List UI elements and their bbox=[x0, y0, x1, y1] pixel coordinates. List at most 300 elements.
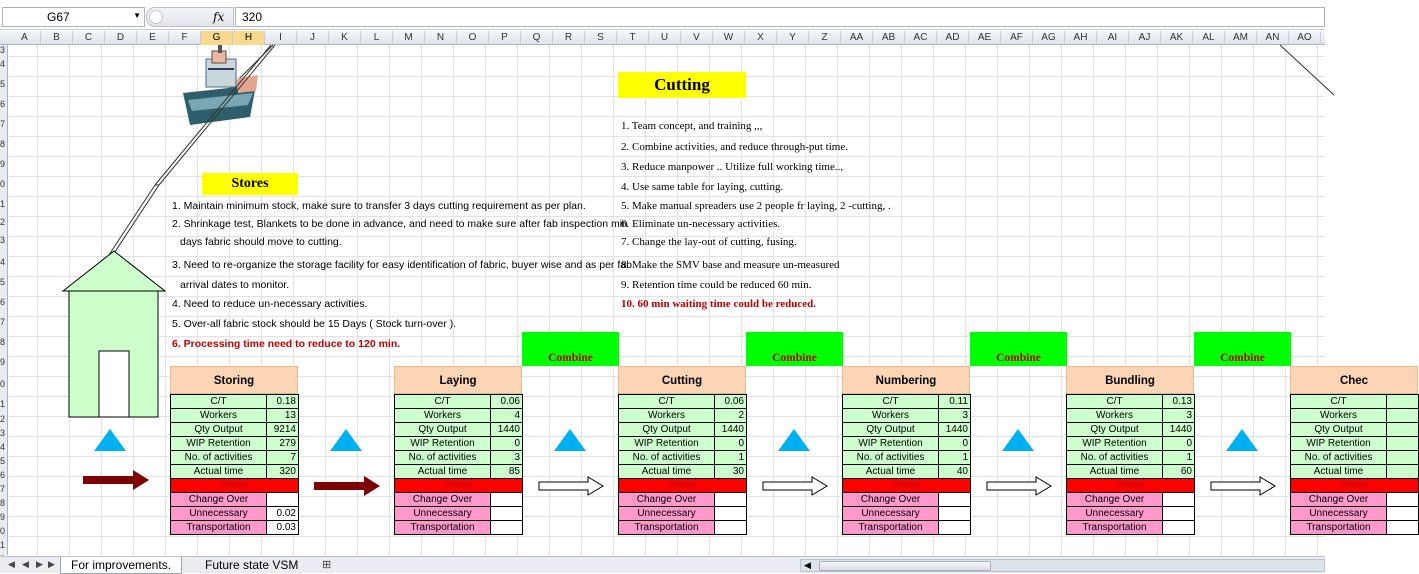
metric-label[interactable]: WIP Retention bbox=[1067, 437, 1163, 451]
waste-row bbox=[1067, 507, 1195, 521]
metric-label[interactable]: Workers bbox=[1067, 409, 1163, 423]
metric-value[interactable]: 0 bbox=[939, 437, 971, 451]
metric-row bbox=[1291, 451, 1419, 465]
inventory-triangle-icon bbox=[330, 429, 362, 451]
metric-value[interactable]: 320 bbox=[267, 465, 299, 479]
metric-row bbox=[843, 395, 971, 409]
metric-label[interactable]: WIP Retention bbox=[395, 437, 491, 451]
row-header[interactable]: 7 bbox=[0, 119, 6, 129]
metric-value[interactable]: 1 bbox=[1163, 451, 1195, 465]
first-sheet-icon[interactable]: ◀ bbox=[8, 559, 15, 569]
row-header[interactable]: 1 bbox=[0, 199, 6, 209]
cutting-note-3: 3. Reduce manpower .. Utilize full working time.., bbox=[621, 161, 844, 173]
metric-value[interactable]: 0.13 bbox=[1163, 395, 1195, 409]
metric-row bbox=[171, 437, 299, 451]
row-header[interactable]: 9 bbox=[0, 512, 6, 522]
waste-item-value[interactable] bbox=[267, 493, 299, 507]
cutting-note-8: 8. Make the SMV base and measure un-measured bbox=[621, 259, 840, 271]
combine-label-1: Combine bbox=[548, 352, 593, 364]
row-header[interactable]: 9 bbox=[0, 357, 6, 367]
row-header[interactable]: 2 bbox=[0, 217, 6, 227]
scroll-thumb[interactable] bbox=[819, 561, 991, 571]
column-header-AI[interactable]: AI bbox=[1097, 31, 1129, 45]
combine-label-3: Combine bbox=[996, 352, 1041, 364]
worksheet-grid[interactable] bbox=[9, 45, 1373, 555]
column-header-AF[interactable]: AF bbox=[1001, 31, 1033, 45]
metric-value[interactable]: 1440 bbox=[1163, 423, 1195, 437]
metric-value[interactable] bbox=[1387, 465, 1419, 479]
insert-sheet-icon[interactable]: ⊞ bbox=[322, 559, 332, 571]
process-box bbox=[394, 366, 522, 535]
column-header-U[interactable]: U bbox=[649, 31, 681, 45]
column-header-G[interactable]: G bbox=[201, 31, 233, 45]
waste-row bbox=[171, 493, 299, 507]
column-header-AE[interactable]: AE bbox=[969, 31, 1001, 45]
cutting-note-7: 7. Change the lay-out of cutting, fusing. bbox=[621, 236, 797, 248]
column-header-AC[interactable]: AC bbox=[905, 31, 937, 45]
metric-row bbox=[843, 423, 971, 437]
waste-row bbox=[395, 493, 523, 507]
column-headers bbox=[0, 31, 1325, 45]
waste-item-label[interactable]: Change Over bbox=[1067, 493, 1163, 507]
formula-controls bbox=[146, 7, 234, 27]
column-header-S[interactable]: S bbox=[585, 31, 617, 45]
connector-line-right bbox=[1274, 45, 1334, 105]
metric-row bbox=[843, 465, 971, 479]
row-header[interactable]: 4 bbox=[0, 59, 6, 69]
metric-value[interactable]: 279 bbox=[267, 437, 299, 451]
row-header[interactable]: 0 bbox=[0, 379, 6, 389]
last-sheet-icon[interactable]: ▶ bbox=[48, 559, 55, 569]
column-header-M[interactable]: M bbox=[393, 31, 425, 45]
cutting-title: Cutting bbox=[618, 72, 746, 98]
waste-label[interactable]: Waste bbox=[171, 479, 299, 493]
metric-row bbox=[171, 465, 299, 479]
metric-value[interactable] bbox=[1387, 395, 1419, 409]
metric-value[interactable]: 0.11 bbox=[939, 395, 971, 409]
column-header-C[interactable]: C bbox=[73, 31, 105, 45]
waste-header-row bbox=[1067, 479, 1195, 493]
waste-item-value[interactable] bbox=[1163, 493, 1195, 507]
waste-label[interactable]: Waste bbox=[619, 479, 747, 493]
row-header[interactable]: 9 bbox=[0, 159, 6, 169]
stores-note-2b: days fabric should move to cutting. bbox=[180, 236, 342, 248]
waste-item-value[interactable] bbox=[1387, 493, 1419, 507]
metric-label[interactable]: Actual time bbox=[843, 465, 939, 479]
metric-value[interactable] bbox=[1387, 423, 1419, 437]
metric-label[interactable]: Actual time bbox=[1291, 465, 1387, 479]
row-header[interactable]: 5 bbox=[0, 277, 6, 287]
process-box bbox=[842, 366, 970, 535]
waste-item-value[interactable]: 0.02 bbox=[267, 507, 299, 521]
metric-value[interactable]: 40 bbox=[939, 465, 971, 479]
stores-note-5: 5. Over-all fabric stock should be 15 Days ( Stock turn-over ). bbox=[172, 318, 457, 330]
metric-row bbox=[1067, 423, 1195, 437]
formula-bar bbox=[0, 0, 1325, 30]
row-header[interactable]: 2 bbox=[0, 414, 6, 424]
scroll-left-icon[interactable]: ◀ bbox=[804, 560, 811, 570]
row-header[interactable]: 1 bbox=[0, 540, 6, 550]
tab-for-improvements[interactable]: For improvements. bbox=[60, 557, 182, 574]
metric-label[interactable]: No. of activities bbox=[171, 451, 267, 465]
name-box[interactable] bbox=[2, 7, 145, 27]
cutting-note-4: 4. Use same table for laying, cutting. bbox=[621, 181, 784, 193]
metric-label[interactable]: C/T bbox=[619, 395, 715, 409]
waste-header-row bbox=[1291, 479, 1419, 493]
row-header[interactable]: 0 bbox=[0, 179, 6, 189]
transfer-arrow-icon bbox=[762, 476, 830, 496]
metric-label[interactable]: WIP Retention bbox=[843, 437, 939, 451]
waste-item-value[interactable] bbox=[491, 521, 523, 535]
process-metrics-table bbox=[1290, 394, 1419, 535]
metric-value[interactable] bbox=[1387, 437, 1419, 451]
metric-value[interactable]: 3 bbox=[491, 451, 523, 465]
waste-row bbox=[395, 507, 523, 521]
process-name: Numbering bbox=[842, 366, 970, 394]
inventory-triangle-icon bbox=[554, 429, 586, 451]
cutting-note-2: 2. Combine activities, and reduce through-put time. bbox=[621, 141, 848, 153]
column-header-V[interactable]: V bbox=[681, 31, 713, 45]
column-header-D[interactable]: D bbox=[105, 31, 137, 45]
column-header-AO[interactable]: AO bbox=[1289, 31, 1321, 45]
waste-item-value[interactable] bbox=[715, 507, 747, 521]
metric-label[interactable]: Workers bbox=[171, 409, 267, 423]
waste-item-label[interactable]: Unnecessary bbox=[843, 507, 939, 521]
metric-label[interactable]: Qty Output bbox=[1067, 423, 1163, 437]
process-name: Chec bbox=[1290, 366, 1418, 394]
metric-row bbox=[1291, 395, 1419, 409]
waste-label[interactable]: Waste bbox=[395, 479, 523, 493]
waste-item-label[interactable]: Unnecessary bbox=[1291, 507, 1387, 521]
row-header[interactable]: 8 bbox=[0, 337, 6, 347]
process-name: Cutting bbox=[618, 366, 746, 394]
metric-row bbox=[395, 395, 523, 409]
metric-label[interactable]: No. of activities bbox=[395, 451, 491, 465]
horizontal-scrollbar[interactable] bbox=[800, 559, 1325, 572]
waste-label[interactable]: Waste bbox=[1291, 479, 1419, 493]
stores-title: Stores bbox=[202, 173, 298, 195]
metric-value[interactable]: 0 bbox=[1163, 437, 1195, 451]
metric-value[interactable]: 1440 bbox=[715, 423, 747, 437]
waste-row bbox=[619, 521, 747, 535]
prev-sheet-icon[interactable]: ◀ bbox=[22, 559, 29, 569]
metric-label[interactable]: Workers bbox=[619, 409, 715, 423]
waste-item-label[interactable]: Change Over bbox=[1291, 493, 1387, 507]
metric-label[interactable]: Actual time bbox=[395, 465, 491, 479]
waste-row bbox=[395, 521, 523, 535]
waste-item-value[interactable] bbox=[939, 521, 971, 535]
waste-item-value[interactable] bbox=[1163, 521, 1195, 535]
metric-row bbox=[619, 465, 747, 479]
metric-value[interactable]: 30 bbox=[715, 465, 747, 479]
waste-item-value[interactable] bbox=[939, 507, 971, 521]
column-header-F[interactable]: F bbox=[169, 31, 201, 45]
waste-item-value[interactable] bbox=[939, 493, 971, 507]
column-header-E[interactable]: E bbox=[137, 31, 169, 45]
transfer-arrow-icon bbox=[538, 476, 606, 496]
column-header-T[interactable]: T bbox=[617, 31, 649, 45]
waste-item-label[interactable]: Transportation bbox=[1291, 521, 1387, 535]
waste-item-label[interactable]: Transportation bbox=[395, 521, 491, 535]
metric-label[interactable]: WIP Retention bbox=[171, 437, 267, 451]
process-metrics-table bbox=[170, 394, 299, 535]
expand-handle-icon[interactable] bbox=[149, 10, 163, 24]
metric-label[interactable]: C/T bbox=[395, 395, 491, 409]
row-header[interactable]: 6 bbox=[0, 297, 6, 307]
inventory-triangle-icon bbox=[778, 429, 810, 451]
column-header-O[interactable]: O bbox=[457, 31, 489, 45]
transfer-arrow-icon bbox=[986, 476, 1054, 496]
column-header-R[interactable]: R bbox=[553, 31, 585, 45]
waste-item-label[interactable]: Transportation bbox=[619, 521, 715, 535]
inventory-triangle-icon bbox=[94, 429, 126, 451]
metric-row bbox=[395, 451, 523, 465]
metric-label[interactable]: No. of activities bbox=[843, 451, 939, 465]
metric-value[interactable]: 1 bbox=[715, 451, 747, 465]
metric-label[interactable]: Actual time bbox=[171, 465, 267, 479]
metric-value[interactable]: 4 bbox=[491, 409, 523, 423]
process-box bbox=[170, 366, 298, 535]
column-header-AN[interactable]: AN bbox=[1257, 31, 1289, 45]
insert-function-icon[interactable]: fx bbox=[213, 10, 225, 24]
metric-label[interactable]: Workers bbox=[1291, 409, 1387, 423]
push-arrow-icon bbox=[314, 476, 382, 496]
waste-item-label[interactable]: Change Over bbox=[843, 493, 939, 507]
metric-row bbox=[1067, 437, 1195, 451]
waste-item-label[interactable]: Transportation bbox=[843, 521, 939, 535]
metric-row bbox=[171, 423, 299, 437]
waste-item-label[interactable]: Unnecessary bbox=[619, 507, 715, 521]
waste-row bbox=[171, 521, 299, 535]
metric-value[interactable]: 85 bbox=[491, 465, 523, 479]
metric-row bbox=[171, 395, 299, 409]
metric-label[interactable]: C/T bbox=[171, 395, 267, 409]
metric-value[interactable]: 1 bbox=[939, 451, 971, 465]
metric-value[interactable]: 2 bbox=[715, 409, 747, 423]
metric-row bbox=[1067, 395, 1195, 409]
stores-highlight: 6. Processing time need to reduce to 120 min. bbox=[172, 338, 401, 350]
column-header-AH[interactable]: AH bbox=[1065, 31, 1097, 45]
stores-note-3: 3. Need to re-organize the storage facility for easy identification of fabric, buyer wise and as per fab bbox=[172, 259, 632, 271]
warehouse-icon bbox=[61, 249, 169, 419]
metric-value[interactable]: 1440 bbox=[491, 423, 523, 437]
process-name: Bundling bbox=[1066, 366, 1194, 394]
column-header-I[interactable]: I bbox=[265, 31, 297, 45]
process-metrics-table bbox=[1066, 394, 1195, 535]
waste-row bbox=[1067, 521, 1195, 535]
metric-label[interactable]: Qty Output bbox=[619, 423, 715, 437]
metric-value[interactable]: 0.06 bbox=[715, 395, 747, 409]
tab-future-state-vsm[interactable]: Future state VSM bbox=[205, 558, 299, 572]
metric-row bbox=[1067, 465, 1195, 479]
row-header[interactable]: 5 bbox=[0, 456, 6, 466]
waste-item-value[interactable] bbox=[491, 493, 523, 507]
waste-item-value[interactable] bbox=[1163, 507, 1195, 521]
column-header-AJ[interactable]: AJ bbox=[1129, 31, 1161, 45]
waste-header-row bbox=[171, 479, 299, 493]
metric-label[interactable]: No. of activities bbox=[1291, 451, 1387, 465]
column-header-AL[interactable]: AL bbox=[1193, 31, 1225, 45]
metric-label[interactable]: No. of activities bbox=[1067, 451, 1163, 465]
metric-row bbox=[395, 437, 523, 451]
column-header-J[interactable]: J bbox=[297, 31, 329, 45]
column-header-AM[interactable]: AM bbox=[1225, 31, 1257, 45]
waste-item-label[interactable]: Unnecessary bbox=[171, 507, 267, 521]
column-header-X[interactable]: X bbox=[745, 31, 777, 45]
column-header-Q[interactable]: Q bbox=[521, 31, 553, 45]
column-header-AA[interactable]: AA bbox=[841, 31, 873, 45]
metric-label[interactable]: Workers bbox=[843, 409, 939, 423]
row-header[interactable]: 3 bbox=[0, 45, 6, 55]
waste-row bbox=[1291, 521, 1419, 535]
process-box bbox=[1290, 366, 1418, 535]
stores-note-3b: arrival dates to monitor. bbox=[180, 279, 290, 291]
metric-row bbox=[619, 409, 747, 423]
waste-item-value[interactable] bbox=[715, 521, 747, 535]
metric-value[interactable]: 9214 bbox=[267, 423, 299, 437]
column-header-AD[interactable]: AD bbox=[937, 31, 969, 45]
waste-item-value[interactable] bbox=[491, 507, 523, 521]
formula-input[interactable]: 320 bbox=[235, 7, 1325, 27]
waste-item-label[interactable]: Change Over bbox=[171, 493, 267, 507]
metric-value[interactable]: 13 bbox=[267, 409, 299, 423]
metric-value[interactable] bbox=[1387, 409, 1419, 423]
metric-label[interactable]: Workers bbox=[395, 409, 491, 423]
metric-label[interactable]: Qty Output bbox=[843, 423, 939, 437]
metric-row bbox=[1291, 423, 1419, 437]
waste-item-value[interactable]: 0.03 bbox=[267, 521, 299, 535]
column-header-N[interactable]: N bbox=[425, 31, 457, 45]
metric-value[interactable]: 3 bbox=[939, 409, 971, 423]
metric-row bbox=[619, 451, 747, 465]
column-header-A[interactable]: A bbox=[9, 31, 41, 45]
chevron-down-icon[interactable]: ▼ bbox=[133, 11, 141, 20]
stores-note-1: 1. Maintain minimum stock, make sure to transfer 3 days cutting requirement as per plan. bbox=[172, 200, 586, 212]
inventory-triangle-icon bbox=[1002, 429, 1034, 451]
metric-value[interactable]: 60 bbox=[1163, 465, 1195, 479]
push-arrow-icon bbox=[83, 470, 151, 490]
waste-item-label[interactable]: Change Over bbox=[395, 493, 491, 507]
metric-row bbox=[395, 409, 523, 423]
metric-row bbox=[619, 423, 747, 437]
cell-reference: G67 bbox=[47, 10, 70, 24]
column-header-P[interactable]: P bbox=[489, 31, 521, 45]
column-header-AK[interactable]: AK bbox=[1161, 31, 1193, 45]
row-header[interactable]: 4 bbox=[0, 442, 6, 452]
row-header[interactable]: 0 bbox=[0, 526, 6, 536]
column-header-Z[interactable]: Z bbox=[809, 31, 841, 45]
waste-header-row bbox=[395, 479, 523, 493]
metric-value[interactable]: 1440 bbox=[939, 423, 971, 437]
metric-value[interactable]: 0.18 bbox=[267, 395, 299, 409]
metric-value[interactable]: 0 bbox=[491, 437, 523, 451]
metric-row bbox=[395, 465, 523, 479]
metric-row bbox=[843, 437, 971, 451]
metric-label[interactable]: Qty Output bbox=[395, 423, 491, 437]
metric-label[interactable]: Qty Output bbox=[171, 423, 267, 437]
process-name: Storing bbox=[170, 366, 298, 394]
waste-row bbox=[843, 507, 971, 521]
metric-value[interactable]: 7 bbox=[267, 451, 299, 465]
metric-value[interactable]: 0 bbox=[715, 437, 747, 451]
waste-row bbox=[171, 507, 299, 521]
waste-label[interactable]: Waste bbox=[1067, 479, 1195, 493]
column-header-L[interactable]: L bbox=[361, 31, 393, 45]
waste-item-label[interactable]: Unnecessary bbox=[395, 507, 491, 521]
process-name: Laying bbox=[394, 366, 522, 394]
metric-label[interactable]: Actual time bbox=[619, 465, 715, 479]
waste-row bbox=[619, 507, 747, 521]
combine-label-4: Combine bbox=[1220, 352, 1265, 364]
column-header-B[interactable]: B bbox=[41, 31, 73, 45]
metric-label[interactable]: WIP Retention bbox=[619, 437, 715, 451]
metric-row bbox=[619, 437, 747, 451]
next-sheet-icon[interactable]: ▶ bbox=[36, 559, 43, 569]
waste-label[interactable]: Waste bbox=[843, 479, 971, 493]
row-header[interactable]: 7 bbox=[0, 317, 6, 327]
combine-label-2: Combine bbox=[772, 352, 817, 364]
metric-value[interactable]: 0.06 bbox=[491, 395, 523, 409]
waste-item-value[interactable] bbox=[1387, 521, 1419, 535]
row-header[interactable]: 6 bbox=[0, 99, 6, 109]
metric-label[interactable]: C/T bbox=[1291, 395, 1387, 409]
metric-label[interactable]: No. of activities bbox=[619, 451, 715, 465]
column-header-K[interactable]: K bbox=[329, 31, 361, 45]
column-header-H[interactable]: H bbox=[233, 31, 265, 45]
column-header-W[interactable]: W bbox=[713, 31, 745, 45]
row-header[interactable]: 3 bbox=[0, 235, 6, 245]
row-header[interactable]: 8 bbox=[0, 139, 6, 149]
metric-row bbox=[1067, 409, 1195, 423]
metric-row bbox=[843, 409, 971, 423]
metric-label[interactable]: WIP Retention bbox=[1291, 437, 1387, 451]
waste-row bbox=[843, 521, 971, 535]
row-header[interactable]: 5 bbox=[0, 79, 6, 89]
process-box bbox=[618, 366, 746, 535]
metric-label[interactable]: C/T bbox=[843, 395, 939, 409]
stores-note-2: 2. Shrinkage test, Blankets to be done in advance, and need to make sure after fab inspection min bbox=[172, 218, 628, 230]
waste-item-label[interactable]: Transportation bbox=[171, 521, 267, 535]
row-header[interactable]: 7 bbox=[0, 484, 6, 494]
metric-row bbox=[395, 423, 523, 437]
waste-item-label[interactable]: Unnecessary bbox=[1067, 507, 1163, 521]
cutting-note-6: 6. Eliminate un-necessary activities. bbox=[621, 218, 781, 230]
waste-item-value[interactable] bbox=[715, 493, 747, 507]
metric-label[interactable]: Actual time bbox=[1067, 465, 1163, 479]
waste-item-label[interactable]: Transportation bbox=[1067, 521, 1163, 535]
waste-row bbox=[1067, 493, 1195, 507]
waste-item-label[interactable]: Change Over bbox=[619, 493, 715, 507]
metric-label[interactable]: Qty Output bbox=[1291, 423, 1387, 437]
waste-header-row bbox=[619, 479, 747, 493]
column-header-AG[interactable]: AG bbox=[1033, 31, 1065, 45]
metric-row bbox=[1291, 465, 1419, 479]
row-header[interactable]: 6 bbox=[0, 470, 6, 480]
row-header[interactable]: 1 bbox=[0, 399, 6, 409]
waste-header-row bbox=[843, 479, 971, 493]
column-header-Y[interactable]: Y bbox=[777, 31, 809, 45]
row-header[interactable]: 8 bbox=[0, 498, 6, 508]
metric-value[interactable]: 3 bbox=[1163, 409, 1195, 423]
metric-label[interactable]: C/T bbox=[1067, 395, 1163, 409]
column-header-AB[interactable]: AB bbox=[873, 31, 905, 45]
process-metrics-table bbox=[394, 394, 523, 535]
waste-item-value[interactable] bbox=[1387, 507, 1419, 521]
cutting-note-1: 1. Team concept, and training ,,, bbox=[621, 120, 763, 132]
row-header[interactable]: 4 bbox=[0, 257, 6, 267]
metric-value[interactable] bbox=[1387, 451, 1419, 465]
row-header[interactable]: 3 bbox=[0, 428, 6, 438]
